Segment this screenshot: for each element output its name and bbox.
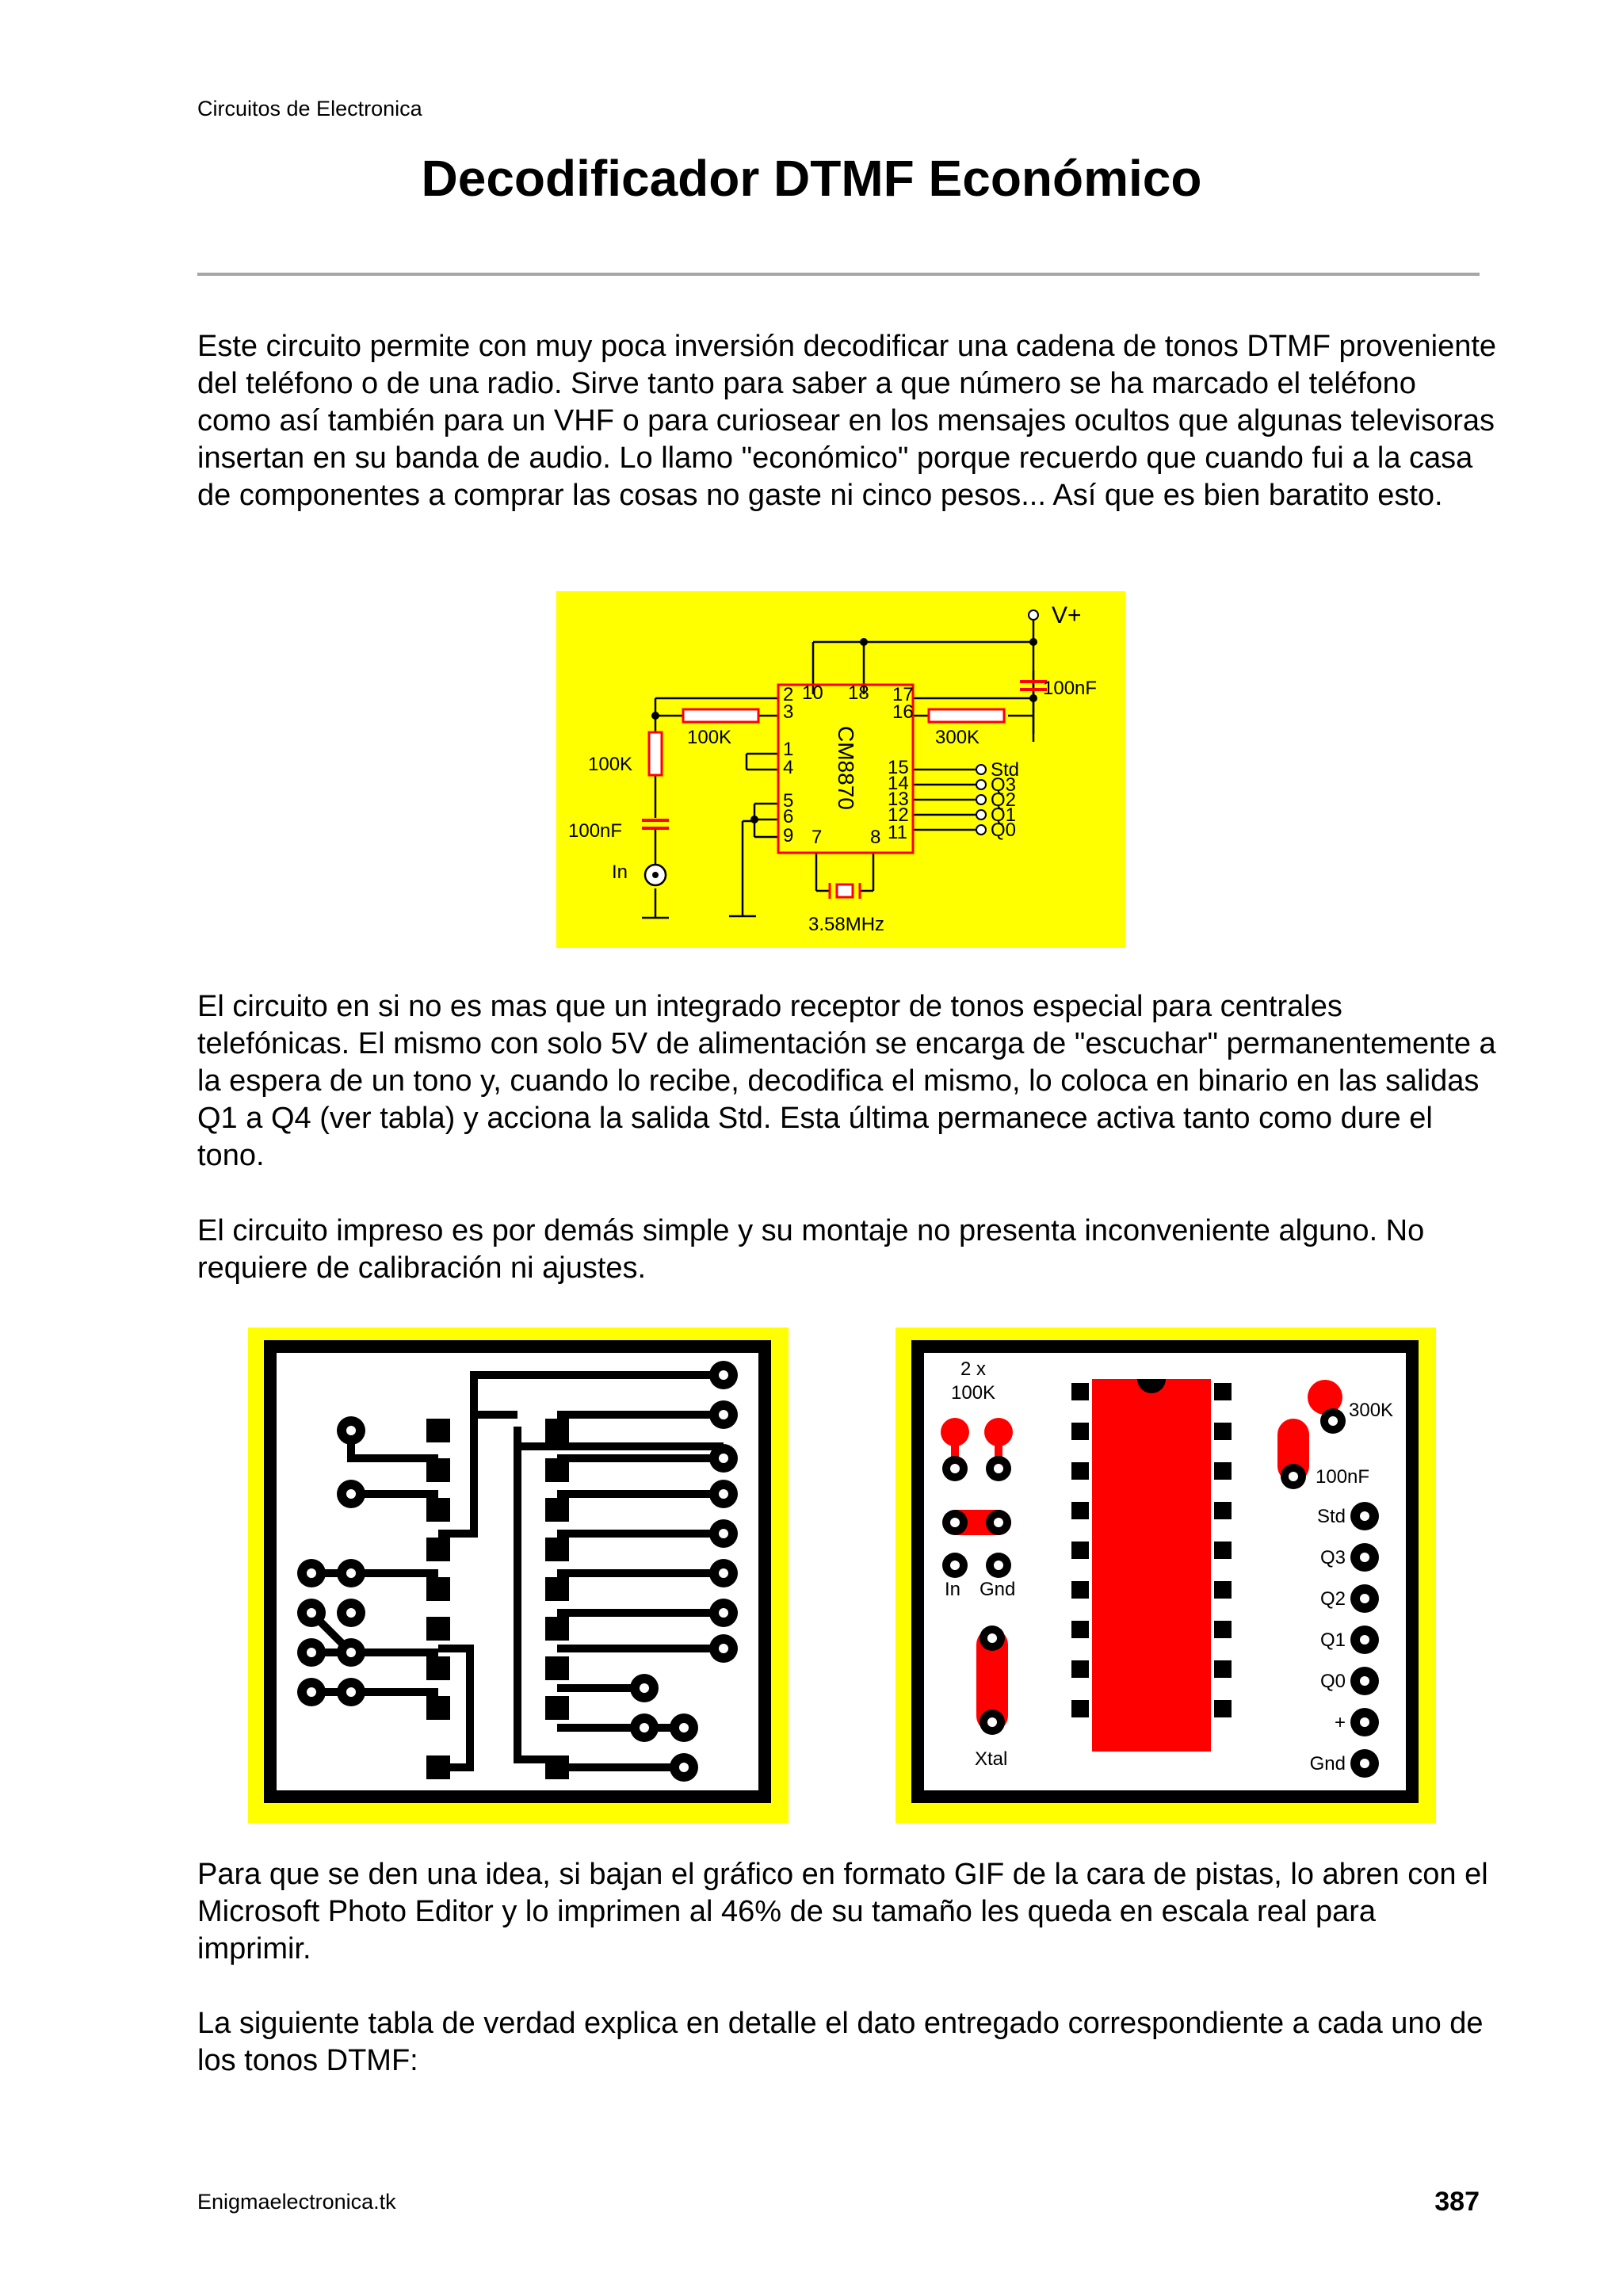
truth-table-paragraph: La siguiente tabla de verdad explica en detalle el dato entregado correspondiente a cada uno de los tonos DTMF: xyxy=(197,2007,1484,2077)
r-in-label: 100K xyxy=(588,754,633,775)
pin-label: 5 xyxy=(783,790,794,812)
description-paragraph: El circuito en si no es mas que un integrado receptor de tonos especial para centrales telefónicas. El mismo con solo 5V de alimentación se encarga de "escuchar" permanentemente a la espera de un tono y, cuando lo recibe, decodifica el mismo, lo coloca en binario en las salidas Q1 a Q4 (ver tabla) y acciona la salida Std. Esta última permanece activa tanto como dure el tono. xyxy=(197,990,1496,1172)
pin-label: 4 xyxy=(783,757,794,778)
footer-site: Enigmaelectronica.tk xyxy=(197,2190,396,2214)
pcb-output-label: Q2 xyxy=(1319,1588,1346,1610)
chip-label: CM8870 xyxy=(834,726,858,810)
pin-label: 18 xyxy=(848,682,869,704)
pin-label: 8 xyxy=(870,827,881,848)
page-title: Decodificador DTMF Económico xyxy=(421,150,1202,207)
pcb-output-label: Std xyxy=(1316,1506,1346,1527)
r-fb1-label: 100K xyxy=(687,727,732,748)
pin-label: 14 xyxy=(888,773,909,794)
page-number: 387 xyxy=(1434,2187,1480,2217)
output-label: Q1 xyxy=(991,804,1017,826)
pin-label: 2 xyxy=(783,684,794,705)
cap-top-label: 100nF xyxy=(1043,678,1098,699)
pin-label: 11 xyxy=(888,822,907,843)
pin-label: 16 xyxy=(892,701,914,723)
crystal-label: 3.58MHz xyxy=(808,914,885,935)
xtal-label: Xtal xyxy=(975,1748,1008,1770)
pin-label: 1 xyxy=(783,739,794,760)
pcb-output-label: Q0 xyxy=(1319,1671,1346,1692)
cap-in-label: 100nF xyxy=(568,820,623,842)
output-label: Q3 xyxy=(991,774,1017,796)
r-300k-label: 300K xyxy=(1349,1400,1394,1421)
cap-label: 100nF xyxy=(1316,1466,1370,1488)
r-pair-value-label: 100K xyxy=(951,1382,996,1404)
output-label: Q2 xyxy=(991,789,1017,811)
output-label: Std xyxy=(991,759,1020,781)
pcb-output-label: Gnd xyxy=(1309,1753,1346,1775)
input-label: In xyxy=(612,861,628,883)
pin-label: 15 xyxy=(888,757,909,778)
pin-label: 13 xyxy=(888,789,909,810)
pin-label: 12 xyxy=(888,804,909,826)
pin-label: 6 xyxy=(783,806,794,827)
title-divider xyxy=(197,273,1480,276)
pcb-copper-layout xyxy=(248,1328,789,1823)
in-label: In xyxy=(945,1579,961,1600)
running-header: Circuitos de Electronica xyxy=(197,97,422,120)
pcb-output-label: Q1 xyxy=(1319,1629,1346,1651)
pin-label: 7 xyxy=(812,827,823,848)
pcb-component-layout xyxy=(896,1328,1436,1823)
output-label: Q0 xyxy=(991,819,1017,841)
r-pair-label: 2 x xyxy=(960,1358,987,1380)
dtmf-schematic-diagram xyxy=(556,591,1125,948)
vplus-label: V+ xyxy=(1052,602,1082,628)
pcb-output-label: + xyxy=(1334,1712,1346,1733)
intro-paragraph: Este circuito permite con muy poca inversión decodificar una cadena de tonos DTMF proveniente del teléfono o de una radio. Sirve tanto para saber a que número se ha marcado el teléfono como así también para un VHF o para curiosear en los mensajes ocultos que algunas televisoras insertan en su banda de audio. Lo llamo "económico" porque recuerdo que cuando fui a la casa de componentes a comprar las cosas no gaste ni cinco pesos... Así que es bien baratito esto. xyxy=(197,330,1497,512)
gnd-label: Gnd xyxy=(980,1579,1016,1600)
pin-label: 17 xyxy=(892,684,914,705)
r-fb2-label: 300K xyxy=(935,727,980,748)
pcb-paragraph: El circuito impreso es por demás simple y su montaje no presenta inconveniente alguno. No requiere de calibración ni ajustes. xyxy=(197,1214,1425,1285)
pcb-output-label: Q3 xyxy=(1319,1547,1346,1568)
pin-label: 9 xyxy=(783,825,794,846)
pin-label: 3 xyxy=(783,701,794,723)
pin-label: 10 xyxy=(802,682,823,704)
printing-paragraph: Para que se den una idea, si bajan el gráfico en formato GIF de la cara de pistas, lo abren con el Microsoft Photo Editor y lo imprimen al 46% de su tamaño les queda en escala real para imprimir. xyxy=(197,1858,1488,1966)
